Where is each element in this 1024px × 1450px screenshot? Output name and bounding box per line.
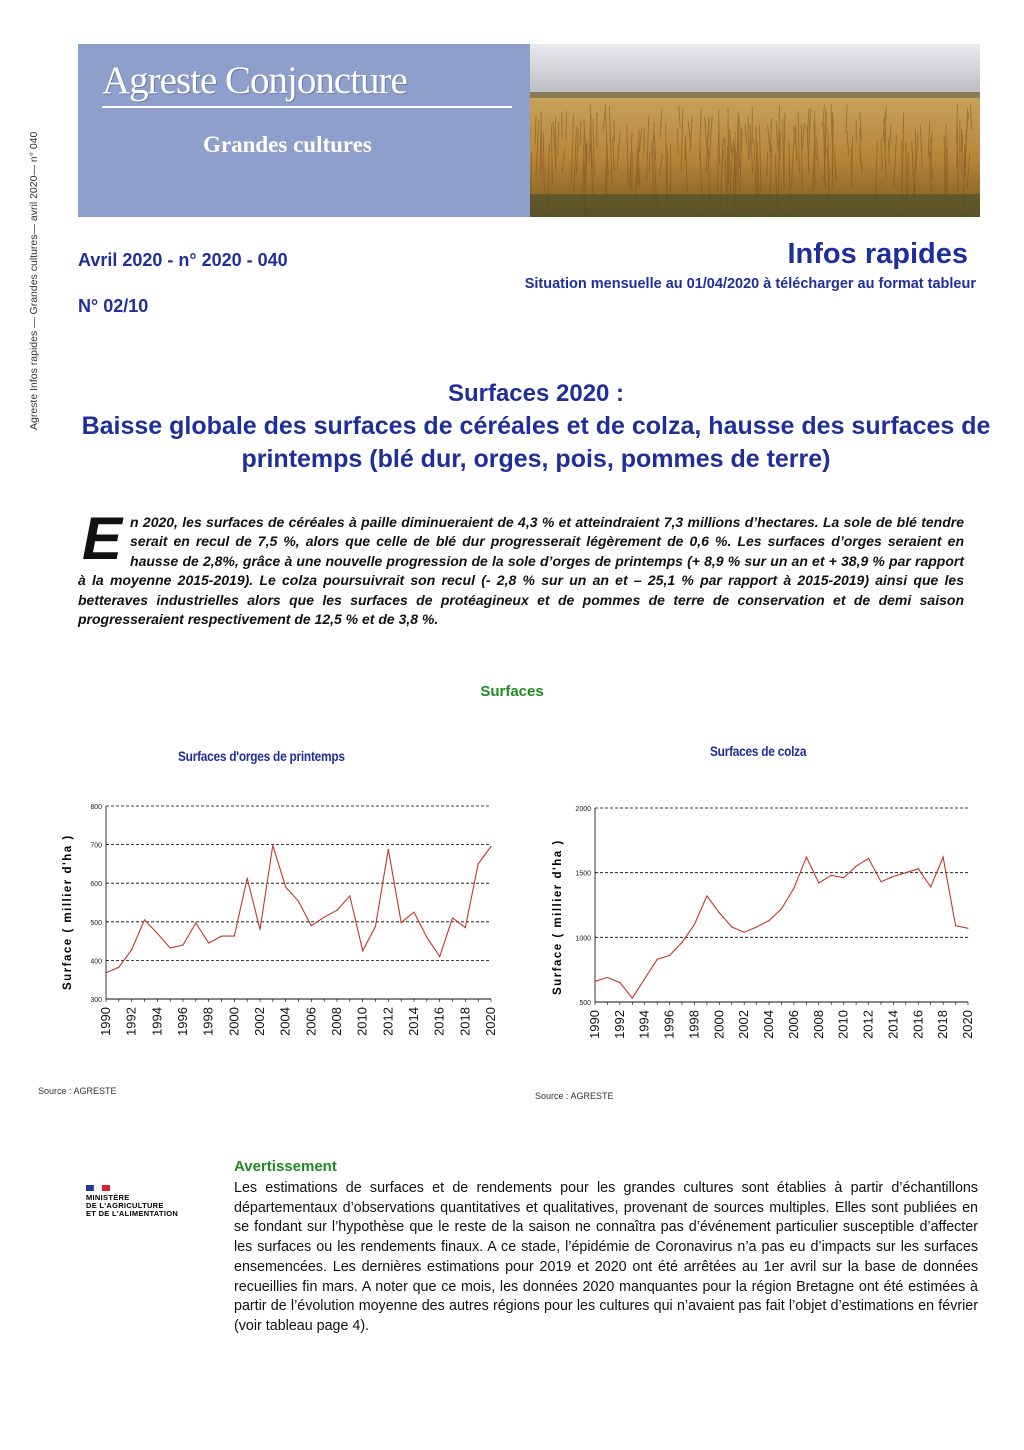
x-tick-label: 2018 [457, 1007, 473, 1036]
x-tick-label: 2004 [277, 1007, 293, 1036]
x-tick-label: 2020 [960, 1010, 975, 1039]
x-tick-label: 1998 [200, 1007, 216, 1036]
chart2-plot [565, 798, 985, 1063]
y-tick-label: 700 [90, 842, 102, 850]
x-tick-label: 2016 [910, 1010, 926, 1039]
download-link[interactable]: Situation mensuelle au 01/04/2020 à télécharger au format tableur [524, 276, 976, 292]
y-tick-label: 1000 [575, 935, 591, 943]
series-line [106, 845, 491, 972]
data-point [607, 977, 608, 978]
data-point [118, 967, 119, 968]
data-point [234, 935, 235, 936]
x-tick-label: 2006 [303, 1007, 319, 1036]
y-tick-label: 500 [90, 919, 102, 927]
data-point [967, 928, 968, 929]
issue-number: N° 02/10 [78, 296, 149, 316]
data-point [731, 926, 732, 927]
y-tick-label: 2000 [575, 806, 591, 813]
data-point [157, 933, 158, 934]
y-tick-label: 600 [90, 881, 102, 889]
chart2-source: Source : AGRESTE [535, 1091, 614, 1101]
series-line [595, 857, 968, 998]
x-tick-label: 2000 [226, 1007, 242, 1036]
data-point [694, 924, 695, 925]
y-tick-label: 800 [90, 804, 102, 811]
y-tick-label: 300 [90, 997, 102, 1004]
data-point [843, 877, 844, 878]
header-banner [78, 44, 980, 217]
side-running-header: Agreste Infos rapides — Grandes cultures— avril 2020— n° 040 [28, 131, 40, 430]
data-point [594, 981, 595, 982]
x-tick-label: 1996 [175, 1007, 190, 1036]
data-point [349, 895, 350, 896]
data-point [490, 846, 491, 847]
x-tick-label: 2008 [810, 1010, 826, 1039]
data-point [719, 912, 720, 913]
wheat-stalk [614, 119, 615, 141]
x-tick-label: 1992 [123, 1007, 139, 1036]
data-point [806, 857, 807, 858]
data-point [208, 942, 209, 943]
data-point [905, 872, 906, 873]
chart2-title: Surfaces de colza [710, 743, 807, 759]
logo-underline [102, 106, 512, 108]
warning-text: Les estimations de surfaces et de rendements pour les grandes cultures sont établies à partir d’échantillons départementaux d’observations quantitatives et qualitatives, provenant de sources multiples. Elles sont publiées en se fondant sur l’hypothèse que le reste de la saison ne connaîtra pas d’événement particulier susceptible d’affecter les surfaces ou les rendements finaux. A ce stade, l’épidémie de Coronavirus n’a pas eu d’impacts sur les surfaces ensemencées. Les dernières estimations pour 2019 et 2020 ont été arrêtées au 1er avril sur la base de données recueillies fin mars. A noter que ce mois, les données 2020 manquantes pour la région Bretagne ont été estimées à partir de l’évolution moyenne des autres régions pour les cultures qui n’avaient pas fait l’objet d’estimations en février (voir tableau page 4). [234, 1180, 978, 1334]
data-point [247, 878, 248, 879]
chart2-ylabel: Surface ( millier d'ha ) [552, 839, 564, 995]
data-point [182, 944, 183, 945]
x-tick-label: 1990 [587, 1010, 602, 1039]
x-tick-label: 2010 [354, 1007, 370, 1036]
data-point [195, 922, 196, 923]
x-tick-label: 2016 [431, 1007, 447, 1036]
data-point [632, 998, 633, 999]
wheat-stalk [678, 130, 679, 155]
data-point [478, 863, 479, 864]
y-tick-label: 1500 [575, 870, 591, 878]
issue-date-number: Avril 2020 - n° 2020 - 040 [78, 250, 288, 270]
x-tick-label: 2006 [785, 1010, 801, 1039]
data-point [793, 888, 794, 889]
data-point [298, 901, 299, 902]
data-point [669, 955, 670, 956]
wheat-field-photo [530, 44, 980, 217]
x-tick-label: 2008 [329, 1007, 344, 1036]
headline-subtitle: Baisse globale des surfaces de céréales et de colza, hausse des surfaces de printemps (blé dur, orges, pois, pommes de terre) [81, 412, 991, 473]
warning-title: Avertissement [234, 1158, 337, 1175]
wheat-stalk [632, 151, 633, 192]
wheat-stalk [607, 144, 608, 198]
x-tick-label: 2014 [885, 1010, 901, 1039]
data-point [413, 912, 414, 913]
data-point [644, 978, 645, 979]
lead-paragraph [78, 505, 964, 629]
data-point [818, 882, 819, 883]
data-point [955, 925, 956, 926]
data-point [930, 886, 931, 887]
data-point [362, 950, 363, 951]
banner-title-block [78, 44, 530, 217]
x-tick-label: 2012 [380, 1007, 396, 1036]
data-point [619, 982, 620, 983]
data-point [943, 857, 944, 858]
data-point [170, 947, 171, 948]
data-point [336, 910, 337, 911]
data-point [401, 922, 402, 923]
data-point [856, 866, 857, 867]
data-point [388, 849, 389, 850]
x-tick-label: 2018 [935, 1010, 951, 1039]
x-tick-label: 2000 [711, 1010, 727, 1039]
x-tick-label: 2004 [761, 1010, 777, 1039]
headline-title: Surfaces 2020 : [447, 380, 625, 407]
x-tick-label: 1996 [661, 1010, 677, 1039]
ministry-line2: DE L'AGRICULTURE [86, 1201, 164, 1210]
data-point [144, 919, 145, 920]
x-tick-label: 1992 [611, 1010, 627, 1039]
data-point [105, 972, 106, 973]
data-point [681, 942, 682, 943]
data-point [465, 927, 466, 928]
data-point [426, 937, 427, 938]
data-point [657, 959, 658, 960]
chart1-title: Surfaces d'orges de printemps [178, 748, 345, 764]
infos-rapides-label: Infos rapides [787, 238, 968, 270]
x-tick-label: 1990 [98, 1007, 113, 1036]
chart1-ylabel: Surface ( millier d'ha ) [62, 834, 74, 990]
data-point [918, 868, 919, 869]
x-tick-label: 1998 [686, 1010, 702, 1039]
x-tick-label: 2014 [406, 1007, 421, 1036]
data-point [768, 920, 769, 921]
y-tick-label: 500 [579, 1000, 591, 1007]
data-point [868, 858, 869, 859]
wheat-stalk [906, 141, 907, 202]
data-point [744, 932, 745, 933]
data-point [439, 956, 440, 957]
banner-subtitle: Grandes cultures [203, 132, 372, 157]
wheat-stalk [580, 120, 581, 146]
wheat-stalk [961, 130, 962, 152]
data-point [259, 929, 260, 930]
ministry-line1: MINISTÈRE [86, 1193, 130, 1202]
x-tick-label: 1994 [149, 1007, 165, 1036]
data-point [272, 845, 273, 846]
x-tick-label: 2002 [252, 1007, 267, 1036]
section-surfaces-label: Surfaces [480, 683, 544, 700]
lead-text: n 2020, les surfaces de céréales à paille diminueraient de 4,3 % et atteindraient 7,3 millions d’hectares. La sole de blé tendre serait en recul de 7,5 %, alors que celle de blé dur progresserait légèrement de 0,6 %. Les surfaces d’orges seraient en hausse de 2,8%, grâce à une nouvelle progression de la sole d’orges de printemps (+ 8,9 % sur un an et + 38,9 % par rapport à la moyenne 2015-2019). Le colza poursuivrait son recul (- 2,8 % sur un an et – 25,1 % par rapport à 2015-2019) ainsi que les betteraves industrielles alors que les surfaces de protéagineux et de pommes de terre de conservation et de demi saison progresseraient respectivement de 12,5 % et de 3,8 %. [78, 514, 964, 628]
x-tick-label: 2012 [860, 1010, 876, 1039]
chart1-source: Source : AGRESTE [38, 1086, 117, 1096]
data-point [375, 926, 376, 927]
data-point [131, 949, 132, 950]
data-point [452, 917, 453, 918]
x-tick-label: 1994 [636, 1010, 652, 1039]
data-point [311, 925, 312, 926]
wheat-stalk [562, 112, 563, 138]
data-point [706, 895, 707, 896]
data-point [221, 935, 222, 936]
x-tick-label: 2020 [483, 1007, 498, 1036]
data-point [285, 886, 286, 887]
data-point [781, 908, 782, 909]
y-tick-label: 400 [90, 958, 102, 966]
ministry-line3: ET DE L'ALIMENTATION [86, 1209, 179, 1218]
x-tick-label: 2002 [736, 1010, 752, 1039]
data-point [756, 926, 757, 927]
wheat-stalk [780, 132, 781, 159]
data-point [893, 876, 894, 877]
drop-cap: E [82, 505, 123, 572]
data-point [324, 917, 325, 918]
ministry-name [86, 1194, 178, 1218]
chart1-plot [78, 798, 498, 1058]
x-tick-label: 2010 [835, 1010, 851, 1039]
agreste-logo: Agreste Conjoncture [102, 59, 407, 102]
data-point [831, 875, 832, 876]
data-point [880, 881, 881, 882]
